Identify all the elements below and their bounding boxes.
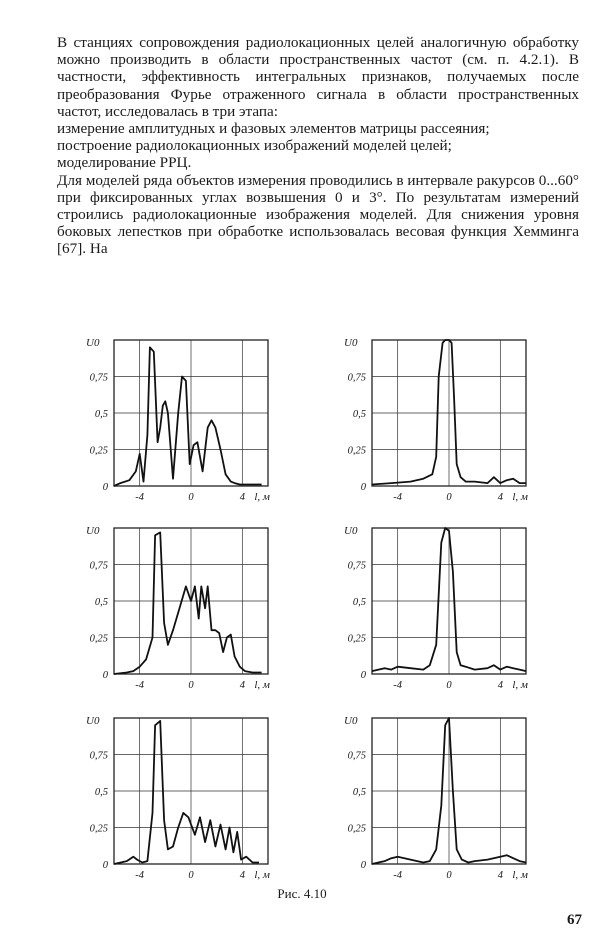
x-tick-label: 4 — [239, 680, 245, 691]
x-tick-label: 4 — [497, 870, 503, 881]
chart-left-1 — [78, 328, 278, 508]
figure-caption: Рис. 4.10 — [277, 886, 327, 901]
y-tick-label: 0,25 — [347, 633, 366, 645]
x-axis-label: l, м — [254, 869, 270, 881]
y-tick-label: 0,5 — [352, 787, 366, 798]
y-tick-label: 0 — [360, 860, 366, 871]
x-tick-label: 0 — [446, 680, 452, 691]
chart-svg — [336, 328, 536, 508]
x-tick-label: 4 — [497, 492, 503, 503]
page-number: 67 — [567, 912, 582, 928]
y-tick-label: 0,75 — [89, 372, 108, 384]
y-axis-label: U0 — [344, 525, 358, 537]
y-axis-label: U0 — [86, 525, 100, 537]
x-tick-label: -4 — [393, 870, 403, 881]
y-tick-label: 0,25 — [89, 445, 108, 457]
y-tick-label: 0,75 — [347, 372, 366, 384]
figure-4-10 — [0, 318, 604, 898]
y-axis-label: U0 — [344, 337, 358, 349]
y-tick-label: 0 — [360, 670, 366, 681]
y-tick-label: 0 — [102, 670, 108, 681]
y-tick-label: 0,25 — [347, 823, 366, 835]
chart-svg — [78, 706, 278, 886]
y-axis-label: U0 — [344, 715, 358, 727]
x-tick-label: 0 — [188, 870, 194, 881]
y-tick-label: 0,5 — [94, 597, 108, 608]
body-text — [57, 34, 579, 258]
chart-right-2 — [336, 516, 536, 696]
list-item-imaging: построение радиолокационных изображений моделей целей; — [57, 137, 452, 155]
series-line — [114, 532, 262, 674]
x-axis-label: l, м — [254, 491, 270, 503]
x-tick-label: 0 — [446, 870, 452, 881]
y-tick-label: 0,5 — [352, 597, 366, 608]
paragraph-intro: В станциях сопровождения радиолокационных целей аналогичную обработку можно производить в области пространственных частот (см. п. 4.2.1). В частности, эффективность интегральных признаков, получаемых после преобразования Фурье отраженного сигнала в области пространственных частот, исследовалась в три этапа: — [57, 34, 579, 120]
y-tick-label: 0,75 — [347, 560, 366, 572]
y-axis-label: U0 — [86, 337, 100, 349]
x-tick-label: -4 — [135, 870, 145, 881]
y-tick-label: 0 — [102, 860, 108, 871]
x-tick-label: 0 — [188, 492, 194, 503]
x-axis-label: l, м — [512, 869, 528, 881]
y-tick-label: 0 — [360, 482, 366, 493]
y-tick-label: 0,75 — [89, 750, 108, 762]
y-tick-label: 0,75 — [347, 750, 366, 762]
chart-svg — [336, 706, 536, 886]
x-tick-label: 0 — [188, 680, 194, 691]
y-tick-label: 0,25 — [89, 823, 108, 835]
list-item-modeling: моделирование РРЦ. — [57, 154, 192, 172]
x-tick-label: 0 — [446, 492, 452, 503]
y-axis-label: U0 — [86, 715, 100, 727]
paragraph-models: Для моделей ряда объектов измерения проводились в интервале ракурсов 0...60° при фиксированных углах возвышения 0 и 3°. По результатам измерений строились радиолокационные изображения моделей. Для снижения уровня боковых лепестков при обработке использовалась весовая функция Хемминга [67]. На — [57, 171, 579, 258]
x-tick-label: -4 — [393, 492, 403, 503]
chart-left-3 — [78, 706, 278, 886]
series-line — [114, 347, 262, 486]
chart-right-3 — [336, 706, 536, 886]
chart-svg — [336, 516, 536, 696]
chart-right-1 — [336, 328, 536, 508]
list-item-measurement: измерение амплитудных и фазовых элементов матрицы рассеяния; — [57, 120, 490, 138]
y-tick-label: 0,5 — [94, 787, 108, 798]
x-tick-label: 4 — [497, 680, 503, 691]
y-tick-label: 0,5 — [352, 409, 366, 420]
y-tick-label: 0,25 — [347, 445, 366, 457]
x-tick-label: 4 — [239, 492, 245, 503]
x-tick-label: -4 — [135, 680, 145, 691]
chart-left-2 — [78, 516, 278, 696]
y-tick-label: 0,75 — [89, 560, 108, 572]
chart-svg — [78, 516, 278, 696]
chart-svg — [78, 328, 278, 508]
x-axis-label: l, м — [512, 491, 528, 503]
y-tick-label: 0 — [102, 482, 108, 493]
x-tick-label: 4 — [239, 870, 245, 881]
x-axis-label: l, м — [512, 679, 528, 691]
x-axis-label: l, м — [254, 679, 270, 691]
y-tick-label: 0,5 — [94, 409, 108, 420]
x-tick-label: -4 — [393, 680, 403, 691]
series-line — [114, 721, 259, 864]
x-tick-label: -4 — [135, 492, 145, 503]
y-tick-label: 0,25 — [89, 633, 108, 645]
